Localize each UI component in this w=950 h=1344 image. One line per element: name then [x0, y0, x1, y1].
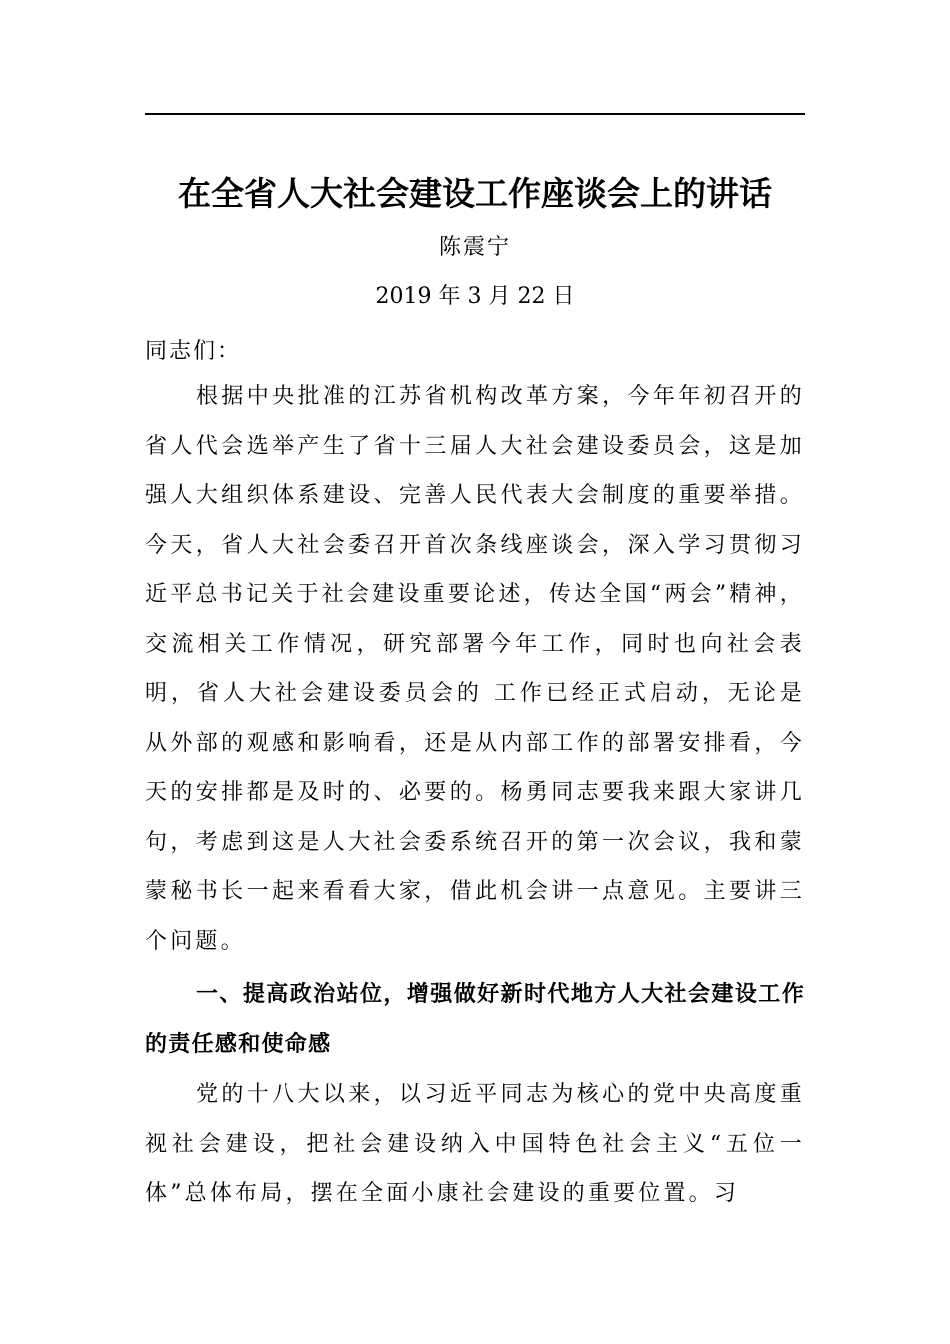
document-title: 在全省人大社会建设工作座谈会上的讲话 [178, 174, 772, 213]
section-heading-1: 一、提高政治站位，增强做好新时代地方人大社会建设工作 的责任感和使命感 [145, 982, 805, 1057]
paragraph-section-1: 党的十八大以来，以习近平同志为核心的党中央高度重视社会建设，把社会建设纳入中国特色社会主义“五位一体”总体布局，摆在全面小康社会建设的重要位置。习 [145, 1082, 805, 1206]
salutation: 同志们： [145, 339, 242, 364]
author-name: 陈震宁 [438, 235, 511, 260]
header-rule [145, 113, 805, 115]
speech-date: 2019 年 3 月 22 日 [375, 284, 575, 309]
paragraph-intro: 根据中央批准的江苏省机构改革方案，今年年初召开的省人代会选举产生了省十三届人大社会建设委员会，这是加强人大组织体系建设、完善人民代表大会制度的重要举措。今天，省人大社会委召开首次条线座谈会，深入学习贯彻习近平总书记关于社会建设重要论述，传达全国“两会”精神，交流相关工作情况，研究部署今年工作，同时也向社会表明，省人大社会建设委员会的 工作已经正式启动，无论是从外部的观感和影响看，还是从内部工作的部署安排看，今天的安排都是及时的、必要的。杨勇同志要我来跟大家讲几句，考虑到这是人大社会委系统召开的第一次会议，我和蒙蒙秘书长一起来看看大家，借此机会讲一点意见。主要讲三个问题。 [145, 384, 805, 954]
